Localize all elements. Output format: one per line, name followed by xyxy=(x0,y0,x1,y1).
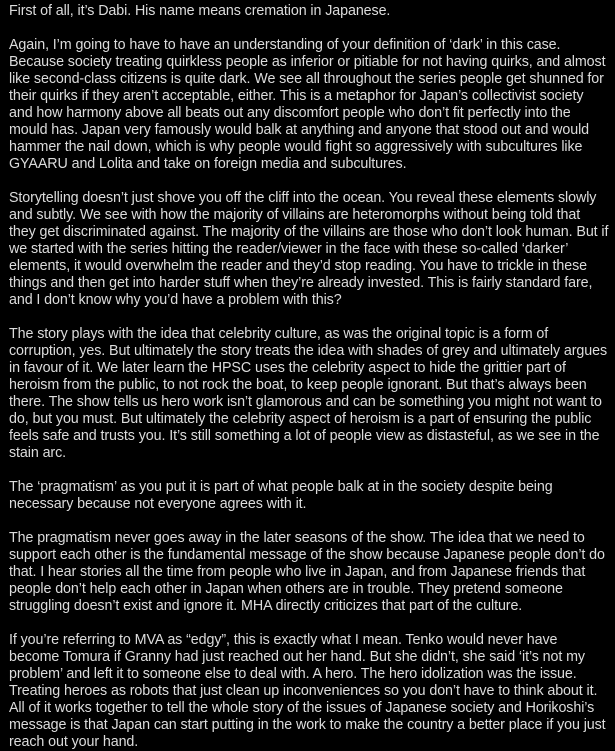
paragraph-1: First of all, it’s Dabi. His name means cremation in Japanese. xyxy=(9,3,391,19)
paragraph-7: If you’re referring to MVA as “edgy”, this is exactly what I mean. Tenko would never have become Tomura if Granny had just reached out her hand. But she didn’t, she said ‘it’s not my problem’ and left it to someone else to deal with. A hero. The hero idolization was the issue. Treating heroes as robots that just clean up inconveniences so you don’t have to think about it. All of it works together to tell the whole story of the issues of Japanese society and Horikoshi’s message is that Japan can start putting in the work to make the country a better place if you just reach out your hand. xyxy=(9,632,606,750)
paragraph-3: Storytelling doesn’t just shove you off the cliff into the ocean. You reveal these elements slowly and subtly. We see with how the majority of villains are heteromorphs without being told that they get discriminated against. The majority of the villains are those who don’t look human. But if we started with the series hitting the reader/viewer in the face with these so-called ‘darker’ elements, it would overwhelm the reader and they’d stop reading. You have to trickle in these things and then get into harder stuff when they’re already invested. This is fairly standard fare, and I don’t know why you’d have a problem with this? xyxy=(9,190,609,308)
paragraph-6: The pragmatism never goes away in the later seasons of the show. The idea that we need to support each other is the fundamental message of the show because Japanese people don’t do that. I hear stories all the time from people who live in Japan, and from Japanese friends that people don’t help each other in Japan when others are in trouble. They pretend someone struggling doesn’t exist and ignore it. MHA directly criticizes that part of the culture. xyxy=(9,530,605,614)
paragraph-5: The ‘pragmatism’ as you put it is part of what people balk at in the society despite being necessary because not everyone agrees with it. xyxy=(9,479,553,512)
paragraph-2: Again, I’m going to have to have an understanding of your definition of ‘dark’ in this case. Because society treating quirkless people as inferior or pitiable for not having quirks, and almost like second-class citizens is quite dark. We see all throughout the series people get shunned for their quirks if they aren’t acceptable, either. This is a metaphor for Japan’s collectivist society and how harmony above all beats out any discomfort people who don’t fit perfectly into the mould has. Japan very famously would balk at anything and anyone that stood out and would hammer the nail down, which is why people would fight so aggressively with subcultures like GYAARU and Lolita and take on foreign media and subcultures. xyxy=(9,37,606,172)
paragraph-4: The story plays with the idea that celebrity culture, as was the original topic is a form of corruption, yes. But ultimately the story treats the idea with shades of grey and ultimately argues in favour of it. We later learn the HPSC uses the celebrity aspect to hide the grittier part of heroism from the public, to not rock the boat, to keep people ignorant. But that’s always been there. The show tells us hero work isn’t glamorous and can be something you might not want to do, but you must. But ultimately the celebrity aspect of heroism is a part of ensuring the public feels safe and trusts you. It’s still something a lot of people view as distasteful, as we see in the stain arc. xyxy=(9,326,608,461)
